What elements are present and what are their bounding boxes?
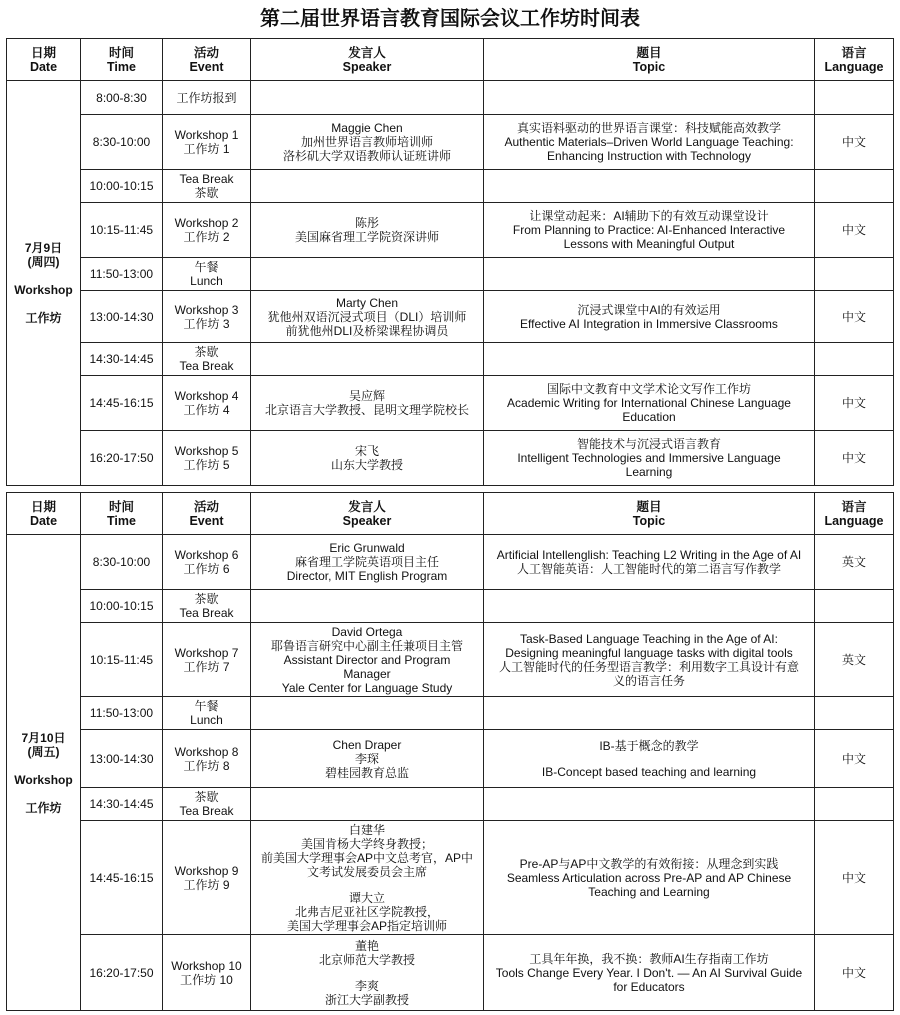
text-line: IB-Concept based teaching and learning xyxy=(541,764,757,779)
time-cell: 13:00-14:30 xyxy=(81,291,163,343)
date-label: 7月10日 xyxy=(21,730,66,745)
text-line: 加州世界语言教师培训师 xyxy=(300,135,433,149)
speaker-cell xyxy=(251,258,484,291)
topic-cell xyxy=(484,788,815,821)
speaker-cell xyxy=(251,170,484,203)
text-line: 浙江大学副教授 xyxy=(324,992,409,1007)
text-line: Seamless Articulation across Pre-AP and AP Chinese xyxy=(506,870,792,885)
time-cell: 10:15-11:45 xyxy=(81,623,163,697)
text-line: Enhancing Instruction with Technology xyxy=(547,149,751,163)
event-cell xyxy=(163,788,251,821)
text-line: Workshop 4 xyxy=(174,389,239,403)
workshop-label-zh: 工作坊 xyxy=(25,800,62,815)
text-line: Workshop 2 xyxy=(174,216,239,230)
date-label: 7月9日 xyxy=(24,241,63,255)
text-line: 沉浸式课堂中AI的有效运用 xyxy=(577,302,721,317)
text-line: 工作坊 8 xyxy=(183,758,230,773)
text-line: Lessons with Meaningful Output xyxy=(563,237,735,251)
text-line: Marty Chen xyxy=(335,295,399,310)
event-cell xyxy=(163,203,251,258)
text-line: Artificial Intellenglish: Teaching L2 Writing in the Age of AI xyxy=(496,548,802,562)
text-line: 耶鲁语言研究中心副主任兼项目主管 xyxy=(270,638,463,653)
header-speaker: 发言人 Speaker xyxy=(251,39,484,81)
time-cell: 11:50-13:00 xyxy=(81,258,163,291)
text-line: for Educators xyxy=(613,979,685,994)
text-line: 国际中文教育中文学术论文写作工作坊 xyxy=(546,382,751,396)
event-cell xyxy=(163,623,251,697)
topic-cell xyxy=(484,730,815,788)
text-line: 工作坊报到 xyxy=(176,90,237,105)
time-cell: 13:00-14:30 xyxy=(81,730,163,788)
text-line: Effective AI Integration in Immersive Classrooms xyxy=(520,316,778,331)
text-line: Workshop 3 xyxy=(174,302,239,317)
topic-cell xyxy=(484,170,815,203)
text-line: Lunch xyxy=(190,713,223,727)
language-cell: 中文 xyxy=(815,730,894,788)
text-line: 洛杉矶大学双语教师认证班讲师 xyxy=(282,149,451,163)
topic-cell xyxy=(484,203,815,258)
schedule-row xyxy=(7,935,894,1011)
text-line: 白建华 xyxy=(348,822,385,837)
text-line: 工作坊 9 xyxy=(183,877,230,892)
event-cell xyxy=(163,170,251,203)
speaker-cell xyxy=(251,115,484,170)
time-cell: 11:50-13:00 xyxy=(81,697,163,730)
text-line: 宋飞 xyxy=(354,444,379,458)
language-cell: 中文 xyxy=(815,115,894,170)
event-cell xyxy=(163,376,251,431)
text-line: Tea Break xyxy=(179,359,234,373)
schedule-row xyxy=(7,535,894,590)
topic-cell xyxy=(484,376,815,431)
text-line: David Ortega xyxy=(331,624,403,639)
schedule-row xyxy=(7,821,894,935)
event-cell xyxy=(163,431,251,486)
language-cell xyxy=(815,81,894,115)
text-line: 美国肯杨大学终身教授； xyxy=(300,836,433,851)
text-line: Eric Grunwald xyxy=(329,541,405,555)
workshop-label: Workshop xyxy=(14,283,73,297)
text-line: Chen Draper xyxy=(332,737,402,752)
text-line: 义的语言任务 xyxy=(612,673,685,688)
weekday-label: (周五) xyxy=(27,744,60,759)
text-line: 吴应辉 xyxy=(348,389,385,403)
text-line: Designing meaningful language tasks with digital tools xyxy=(505,645,793,660)
text-line: Learning xyxy=(625,465,673,479)
speaker-cell xyxy=(251,623,484,697)
event-cell xyxy=(163,343,251,376)
text-line: 工作坊 6 xyxy=(183,562,230,576)
time-cell: 10:15-11:45 xyxy=(81,203,163,258)
topic-cell xyxy=(484,81,815,115)
header-topic: 题目 Topic xyxy=(484,493,815,535)
header-event: 活动 Event xyxy=(163,39,251,81)
event-cell xyxy=(163,535,251,590)
text-line: 茶歇 xyxy=(194,186,219,200)
text-line: Intelligent Technologies and Immersive Language xyxy=(517,451,781,465)
workshop-label: Workshop xyxy=(14,772,73,787)
topic-cell xyxy=(484,935,815,1011)
text-line: Director, MIT English Program xyxy=(286,569,448,583)
language-cell xyxy=(815,697,894,730)
speaker-cell xyxy=(251,291,484,343)
text-line: 北京师范大学教授 xyxy=(318,952,415,967)
language-cell xyxy=(815,590,894,623)
schedule-row xyxy=(7,431,894,486)
text-line: Workshop 8 xyxy=(174,744,239,759)
schedule-row xyxy=(7,291,894,343)
event-cell xyxy=(163,730,251,788)
header-time: 时间 Time xyxy=(81,39,163,81)
header-language: 语言 Language xyxy=(815,39,894,81)
text-line: 茶歇 xyxy=(194,345,219,359)
header-date: 日期 Date xyxy=(7,493,81,535)
topic-cell xyxy=(484,291,815,343)
time-cell: 16:20-17:50 xyxy=(81,935,163,1011)
text-line: 美国麻省理工学院资深讲师 xyxy=(294,230,439,244)
text-line: 茶歇 xyxy=(194,592,219,606)
speaker-cell xyxy=(251,590,484,623)
text-line: 工作坊 4 xyxy=(183,403,230,417)
time-cell: 14:30-14:45 xyxy=(81,343,163,376)
table-header-row xyxy=(7,493,894,535)
workshop-label-zh: 工作坊 xyxy=(25,311,62,325)
text-line: 工作坊 3 xyxy=(183,316,230,331)
text-line: Pre-AP与AP中文教学的有效衔接：从理念到实践 xyxy=(519,856,779,871)
speaker-cell xyxy=(251,788,484,821)
text-line: Maggie Chen xyxy=(331,121,403,135)
speaker-cell xyxy=(251,376,484,431)
text-line: 李爽 xyxy=(354,978,379,993)
text-line: 真实语料驱动的世界语言课堂：科技赋能高效教学 xyxy=(516,121,781,135)
text-line: Academic Writing for International Chinese Language xyxy=(507,396,791,410)
language-cell: 中文 xyxy=(815,203,894,258)
event-cell xyxy=(163,81,251,115)
event-cell xyxy=(163,590,251,623)
schedule-table-day1 xyxy=(6,38,894,486)
text-line: 董艳 xyxy=(354,938,379,953)
text-line: 工作坊 5 xyxy=(183,458,230,472)
time-cell: 8:00-8:30 xyxy=(81,81,163,115)
text-line: 北京语言大学教授、昆明文理学院校长 xyxy=(264,403,469,417)
text-line: From Planning to Practice: AI-Enhanced Interactive xyxy=(512,223,786,237)
language-cell: 中文 xyxy=(815,935,894,1011)
schedule-row xyxy=(7,115,894,170)
text-line: 午餐 xyxy=(194,699,219,713)
schedule-row xyxy=(7,590,894,623)
text-line: 碧桂园教育总监 xyxy=(324,765,409,780)
text-line: 人工智能英语：人工智能时代的第二语言写作教学 xyxy=(516,562,781,576)
topic-cell xyxy=(484,623,815,697)
speaker-cell xyxy=(251,697,484,730)
text-line: 工作坊 2 xyxy=(183,230,230,244)
speaker-cell xyxy=(251,535,484,590)
schedule-row xyxy=(7,203,894,258)
topic-cell xyxy=(484,590,815,623)
page-title: 第二届世界语言教育国际会议工作坊时间表 xyxy=(260,8,640,30)
weekday-label: (周四) xyxy=(27,255,60,269)
text-line: 工具年年换，我不换：教师AI生存指南工作坊 xyxy=(529,951,769,966)
text-line: Education xyxy=(622,410,676,424)
event-cell xyxy=(163,115,251,170)
time-cell: 14:30-14:45 xyxy=(81,788,163,821)
language-cell: 中文 xyxy=(815,431,894,486)
text-line: Authentic Materials–Driven World Language Teaching: xyxy=(504,135,794,149)
text-line: 智能技术与沉浸式语言教育 xyxy=(576,437,721,451)
text-line: 山东大学教授 xyxy=(330,458,403,472)
date-cell xyxy=(7,535,81,1011)
text-line: 陈彤 xyxy=(354,216,379,230)
text-line: 前犹他州DLI及桥梁课程协调员 xyxy=(285,323,449,338)
schedule-row xyxy=(7,376,894,431)
time-cell: 14:45-16:15 xyxy=(81,821,163,935)
topic-cell xyxy=(484,115,815,170)
text-line: Task-Based Language Teaching in the Age of AI: xyxy=(520,631,778,646)
header-date: 日期 Date xyxy=(7,39,81,81)
speaker-cell xyxy=(251,935,484,1011)
topic-cell xyxy=(484,821,815,935)
schedule-table-day2 xyxy=(6,492,894,1011)
text-line: 李琛 xyxy=(354,751,379,766)
language-cell: 英文 xyxy=(815,535,894,590)
text-line: 茶歇 xyxy=(194,790,219,804)
speaker-cell xyxy=(251,81,484,115)
event-cell xyxy=(163,291,251,343)
time-cell: 10:00-10:15 xyxy=(81,590,163,623)
text-line: 文考试发展委员会主席 xyxy=(306,864,427,879)
topic-cell xyxy=(484,431,815,486)
speaker-cell xyxy=(251,203,484,258)
text-line: Lunch xyxy=(190,274,223,288)
text-line: Tea Break xyxy=(179,606,234,620)
topic-cell xyxy=(484,697,815,730)
schedule-row xyxy=(7,258,894,291)
text-line: Teaching and Learning xyxy=(588,884,710,899)
schedule-row xyxy=(7,623,894,697)
event-cell xyxy=(163,258,251,291)
schedule-row xyxy=(7,170,894,203)
topic-cell xyxy=(484,535,815,590)
header-language: 语言 Language xyxy=(815,493,894,535)
event-cell xyxy=(163,697,251,730)
text-line: 北弗吉尼亚社区学院教授， xyxy=(294,904,439,919)
language-cell xyxy=(815,258,894,291)
topic-cell xyxy=(484,343,815,376)
topic-cell xyxy=(484,258,815,291)
language-cell: 中文 xyxy=(815,821,894,935)
text-line: 人工智能时代的任务型语言教学：利用数字工具设计有意 xyxy=(498,659,799,674)
language-cell: 中文 xyxy=(815,291,894,343)
language-cell xyxy=(815,788,894,821)
text-line: 犹他州双语沉浸式项目（DLI）培训师 xyxy=(267,309,467,324)
speaker-cell xyxy=(251,343,484,376)
text-line: Workshop 7 xyxy=(174,645,239,660)
language-cell xyxy=(815,343,894,376)
language-cell: 中文 xyxy=(815,376,894,431)
table-header-row xyxy=(7,39,894,81)
time-cell: 8:30-10:00 xyxy=(81,115,163,170)
text-line: 前美国大学理事会AP中文总考官，AP中 xyxy=(260,850,474,865)
schedule-row xyxy=(7,697,894,730)
text-line: 工作坊 10 xyxy=(180,972,233,987)
text-line: Workshop 9 xyxy=(174,863,239,878)
speaker-cell xyxy=(251,431,484,486)
language-cell xyxy=(815,170,894,203)
text-line: Workshop 1 xyxy=(174,128,239,142)
text-line: Workshop 5 xyxy=(174,444,239,458)
header-event: 活动 Event xyxy=(163,493,251,535)
text-line: Tea Break xyxy=(179,804,234,818)
text-line: Assistant Director and Program xyxy=(283,652,451,667)
text-line: Yale Center for Language Study xyxy=(281,680,453,695)
date-cell xyxy=(7,81,81,486)
time-cell: 16:20-17:50 xyxy=(81,431,163,486)
text-line: 让课堂动起来：AI辅助下的有效互动课堂设计 xyxy=(529,209,769,223)
text-line: Workshop 6 xyxy=(174,548,239,562)
text-line: Tea Break xyxy=(179,172,234,186)
schedule-row xyxy=(7,788,894,821)
text-line: 谭大立 xyxy=(348,890,385,905)
text-line: Manager xyxy=(343,666,391,681)
header-topic: 题目 Topic xyxy=(484,39,815,81)
text-line: Tools Change Every Year. I Don't. — An AI Survival Guide xyxy=(495,965,803,980)
text-line: 麻省理工学院英语项目主任 xyxy=(294,555,439,569)
speaker-cell xyxy=(251,730,484,788)
text-line: IB-基于概念的教学 xyxy=(599,738,699,753)
schedule-row xyxy=(7,343,894,376)
speaker-cell xyxy=(251,821,484,935)
text-line: 工作坊 7 xyxy=(183,659,230,674)
text-line: Workshop 10 xyxy=(171,958,242,973)
time-cell: 14:45-16:15 xyxy=(81,376,163,431)
text-line: 美国大学理事会AP指定培训师 xyxy=(286,918,447,933)
header-speaker: 发言人 Speaker xyxy=(251,493,484,535)
schedule-row xyxy=(7,730,894,788)
event-cell xyxy=(163,935,251,1011)
event-cell xyxy=(163,821,251,935)
text-line: 午餐 xyxy=(194,260,219,274)
schedule-row xyxy=(7,81,894,115)
header-time: 时间 Time xyxy=(81,493,163,535)
time-cell: 10:00-10:15 xyxy=(81,170,163,203)
time-cell: 8:30-10:00 xyxy=(81,535,163,590)
language-cell: 英文 xyxy=(815,623,894,697)
text-line: 工作坊 1 xyxy=(183,142,230,156)
